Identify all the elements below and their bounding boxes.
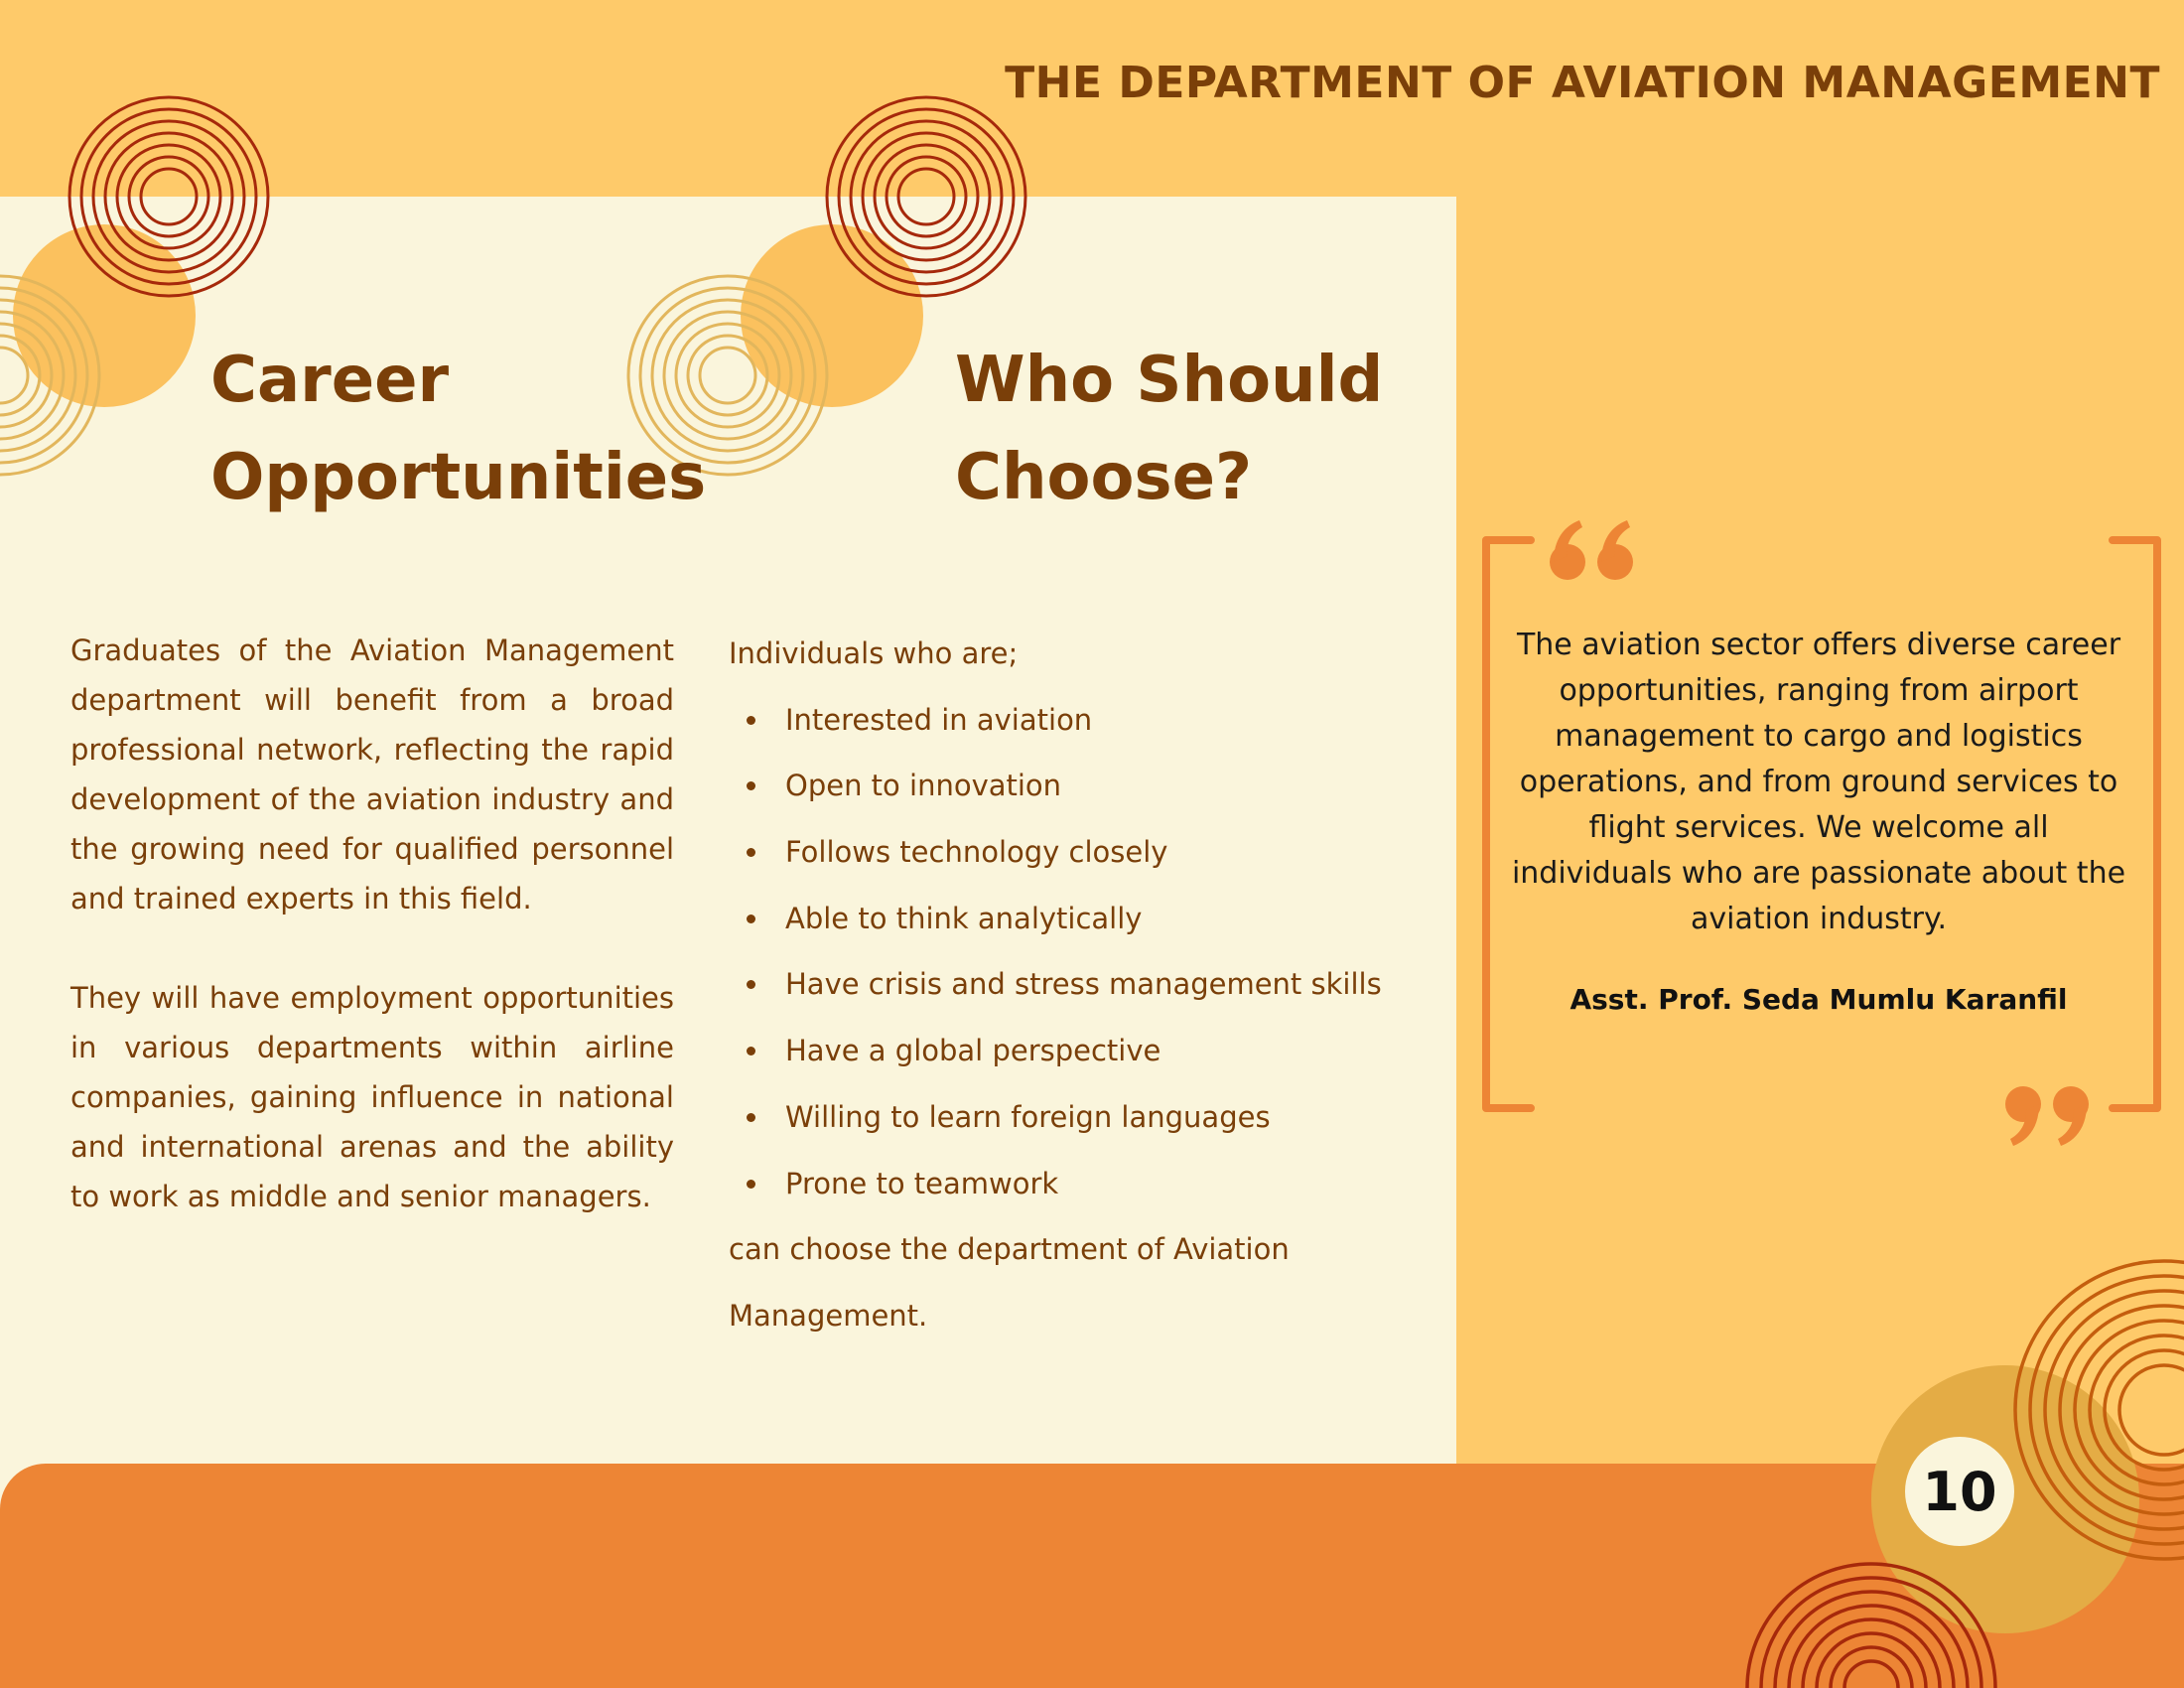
bullet-icon	[747, 716, 755, 725]
page-number: 10	[1905, 1437, 2014, 1546]
page-header-title: THE DEPARTMENT OF AVIATION MANAGEMENT	[1005, 58, 2160, 108]
career-title-line1: Career	[210, 344, 450, 417]
bullet-icon	[747, 914, 755, 923]
who-list	[729, 694, 1443, 1224]
bullet-icon	[747, 781, 755, 790]
open-quote-icon	[1546, 516, 1641, 586]
career-paragraph-2: They will have employment opportunities in various departments within airline companies, gaining influence in national and international arenas and the ability to work as middle and senior managers.	[70, 981, 674, 1213]
career-body	[70, 626, 674, 1221]
who-title-line1: Who Should	[955, 344, 1384, 417]
bullet-icon	[747, 1047, 755, 1055]
who-section	[729, 628, 1443, 1356]
career-title	[210, 332, 706, 526]
career-title-line2: Opportunities	[210, 441, 707, 514]
list-item: Have crisis and stress management skills	[729, 958, 1443, 1025]
list-item: Able to think analytically	[729, 893, 1443, 959]
bullet-icon	[747, 1180, 755, 1189]
career-paragraph-1: Graduates of the Aviation Management department will benefit from a broad professional network, reflecting the rapid development of the aviation industry and the growing need for qualified personnel and trained experts in this field.	[70, 633, 674, 915]
bullet-icon	[747, 848, 755, 857]
bullet-icon	[747, 980, 755, 989]
quote-text: The aviation sector offers diverse career opportunities, ranging from airport management to cargo and logistics operations, and from ground services to flight services. We welcome all individuals who are passionate about the aviation industry.	[1511, 628, 2126, 936]
who-title-line2: Choose?	[955, 441, 1253, 514]
who-title	[955, 332, 1383, 526]
bullet-icon	[747, 1113, 755, 1122]
list-item: Interested in aviation	[729, 694, 1443, 761]
list-item: Open to innovation	[729, 760, 1443, 826]
quote-author: Asst. Prof. Seda Mumlu Karanfil	[1570, 983, 2068, 1016]
list-item: Willing to learn foreign languages	[729, 1091, 1443, 1158]
who-outro-line1: can choose the department of Aviation	[729, 1232, 1290, 1267]
who-outro-line2: Management.	[729, 1298, 928, 1333]
close-quote-icon	[2001, 1080, 2097, 1150]
list-item: Prone to teamwork	[729, 1158, 1443, 1224]
list-item: Follows technology closely	[729, 826, 1443, 893]
list-item: Have a global perspective	[729, 1025, 1443, 1091]
who-intro: Individuals who are;	[729, 636, 1019, 670]
